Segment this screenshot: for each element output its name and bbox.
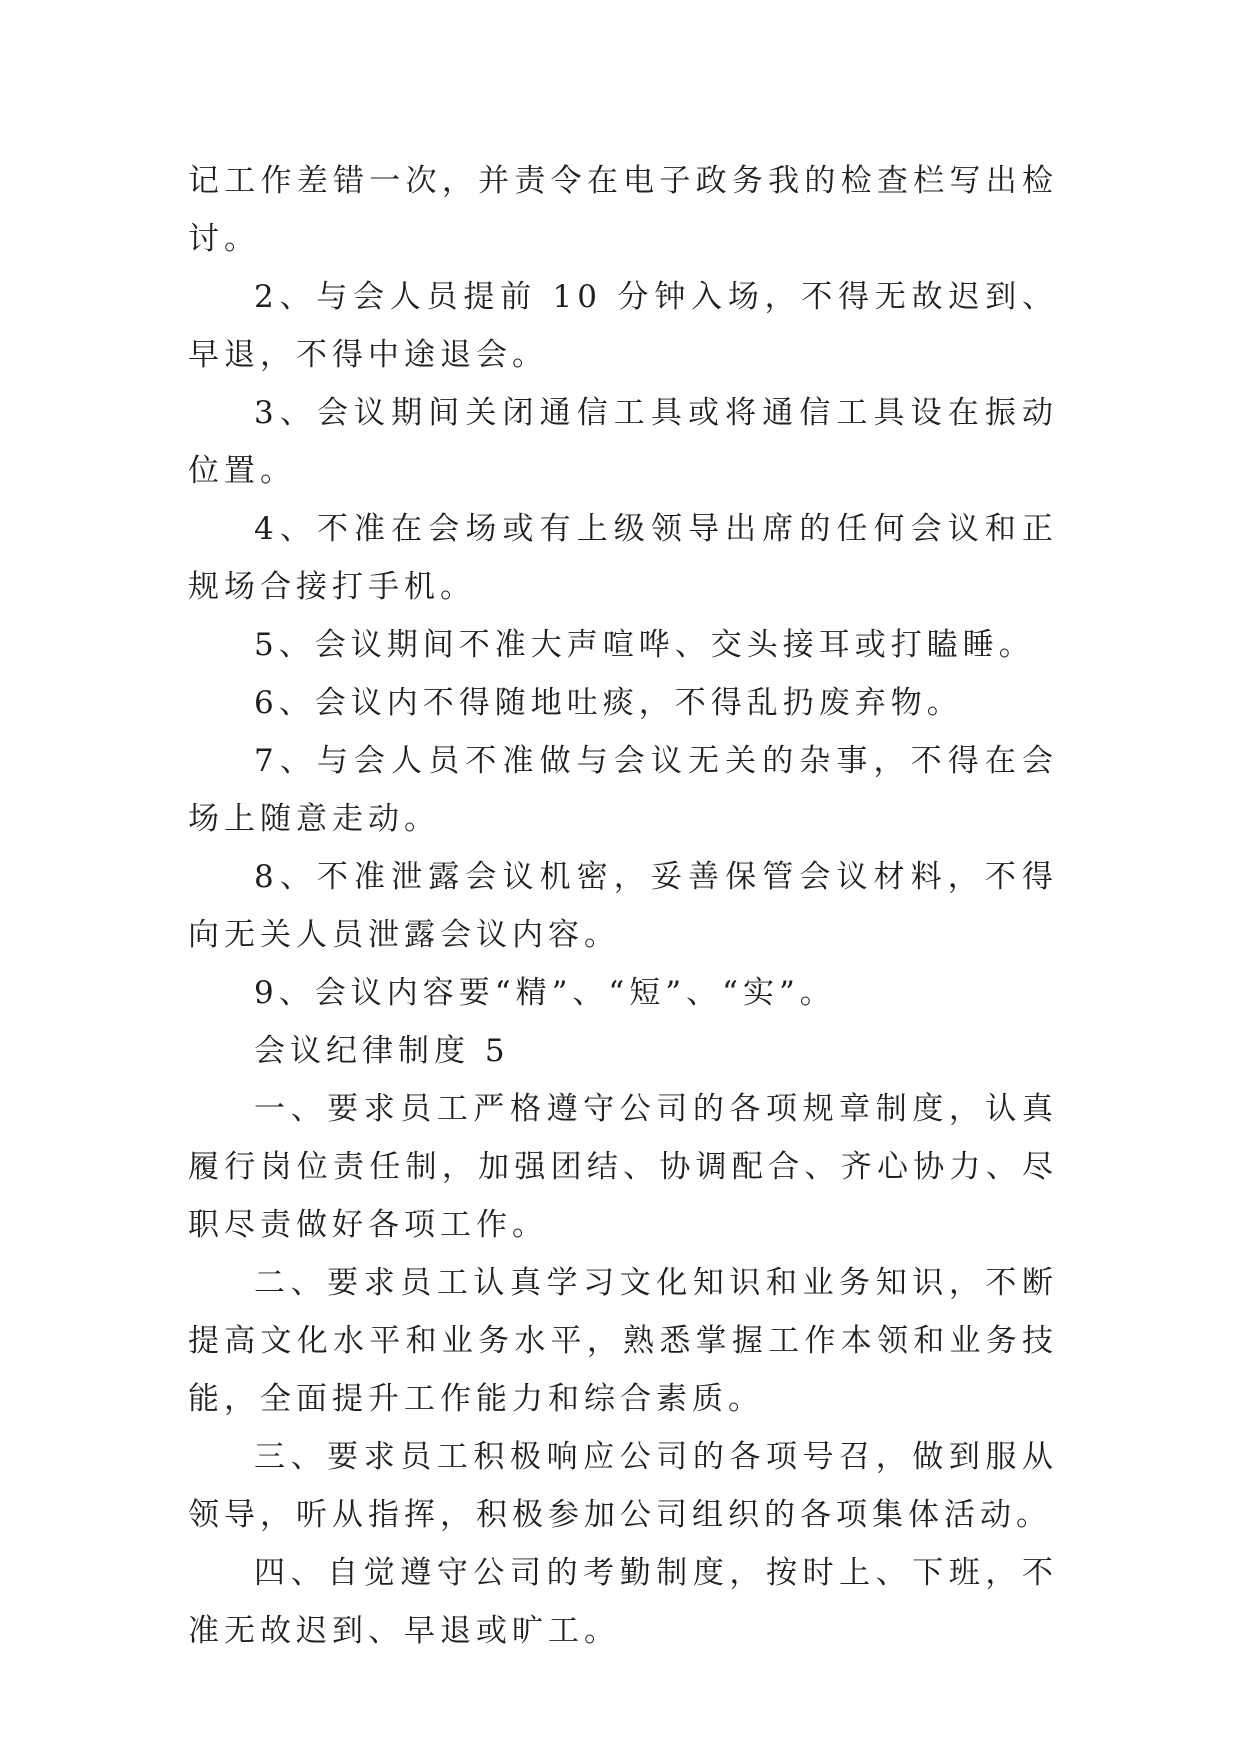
paragraph-item-5: 5、会议期间不准大声喧哗、交头接耳或打瞌睡。 [254, 627, 1035, 663]
section-heading: 会议纪律制度 5 [254, 1033, 510, 1069]
paragraph-item-6: 6、会议内不得随地吐痰，不得乱扔废弃物。 [254, 685, 963, 721]
paragraph-item-9: 9、会议内容要“精”、“短”、“实”。 [254, 975, 836, 1011]
paragraph-section-4: 四、自觉遵守公司的考勤制度，按时上、下班，不准无故迟到、早退或旷工。 [188, 1555, 1058, 1649]
paragraph-item-8: 8、不准泄露会议机密，妥善保管会议材料，不得向无关人员泄露会议内容。 [188, 859, 1058, 953]
paragraph-section-3: 三、要求员工积极响应公司的各项号召，做到服从领导，听从指挥，积极参加公司组织的各项集体活动。 [188, 1439, 1058, 1533]
paragraph-item-2: 2、与会人员提前 10 分钟入场，不得无故迟到、早退，不得中途退会。 [188, 279, 1058, 373]
paragraph-section-2: 二、要求员工认真学习文化知识和业务知识，不断提高文化水平和业务水平，熟悉掌握工作本领和业务技能，全面提升工作能力和综合素质。 [188, 1265, 1058, 1417]
paragraph-item-4: 4、不准在会场或有上级领导出席的任何会议和正规场合接打手机。 [188, 511, 1058, 605]
paragraph-item-7: 7、与会人员不准做与会议无关的杂事，不得在会场上随意走动。 [188, 743, 1058, 837]
paragraph-item-3: 3、会议期间关闭通信工具或将通信工具设在振动位置。 [188, 395, 1058, 489]
document-body [188, 152, 1058, 1660]
paragraph-section-1: 一、要求员工严格遵守公司的各项规章制度，认真履行岗位责任制，加强团结、协调配合、齐心协力、尽职尽责做好各项工作。 [188, 1091, 1058, 1243]
paragraph-continuation: 记工作差错一次，并责令在电子政务我的检查栏写出检讨。 [188, 163, 1058, 257]
